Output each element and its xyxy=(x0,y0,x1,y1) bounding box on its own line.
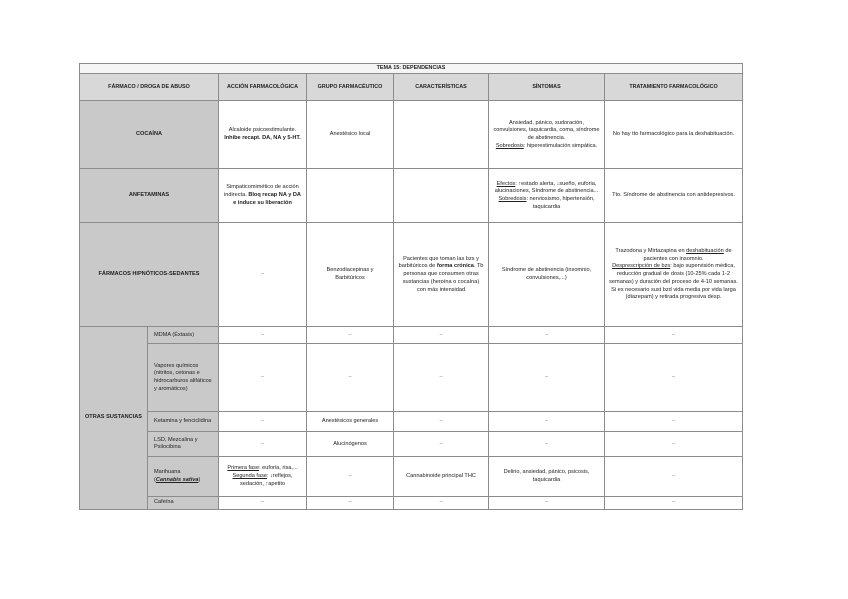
hipnoticos-group: Benzodiacepinas y Barbitúricos xyxy=(307,223,394,327)
table-row xyxy=(80,169,743,223)
cocaina-action: Alcaloide psicoestimulante. Inhibe recapt. DA, NA y 5-HT. xyxy=(219,101,307,169)
vapores-group: – xyxy=(307,344,394,412)
sub-lsd: LSD, Mezcalina y Psilocibina xyxy=(148,432,219,457)
vapores-treatment: – xyxy=(605,344,743,412)
drug-cocaina: COCAÍNA xyxy=(80,101,219,169)
drug-anfetaminas: ANFETAMINAS xyxy=(80,169,219,223)
header-action: ACCIÓN FARMACOLÓGICA xyxy=(219,74,307,101)
marihuana-features: Cannabinoide principal THC xyxy=(394,457,489,497)
mdma-action: – xyxy=(219,327,307,344)
vapores-features: – xyxy=(394,344,489,412)
anfetaminas-group xyxy=(307,169,394,223)
vapores-symptoms: – xyxy=(489,344,605,412)
cafeina-treatment: – xyxy=(605,497,743,510)
table-row xyxy=(80,457,743,497)
mdma-group: – xyxy=(307,327,394,344)
table-row xyxy=(80,432,743,457)
header-features: CARACTERÍSTICAS xyxy=(394,74,489,101)
lsd-group: Alucinógenos xyxy=(307,432,394,457)
anfetaminas-symptoms: Efectos: ↑estado alerta, ↓sueño, euforia, alucinaciones, Síndrome de abstinencia... Sobredosis: nerviosismo, hipertensión, taquicardia xyxy=(489,169,605,223)
lsd-action: – xyxy=(219,432,307,457)
mdma-treatment: – xyxy=(605,327,743,344)
sub-ketamina: Ketamina y fenciclidina xyxy=(148,412,219,432)
ketamina-treatment: – xyxy=(605,412,743,432)
sub-marihuana: Marihuana (Cannabis sativa) xyxy=(148,457,219,497)
ketamina-symptoms: – xyxy=(489,412,605,432)
hipnoticos-features: Pacientes que toman las bzs y barbitúricos de forma crónica. Tb personas que consumen otras sustancias (heroína o cocaína) con más intensidad xyxy=(394,223,489,327)
dependencias-table xyxy=(79,63,743,510)
hipnoticos-action: – xyxy=(219,223,307,327)
mdma-features: – xyxy=(394,327,489,344)
header-drug: FÁRMACO / DROGA DE ABUSO xyxy=(80,74,219,101)
marihuana-group: – xyxy=(307,457,394,497)
table-row xyxy=(80,223,743,327)
cocaina-symptoms: Ansiedad, pánico, sudoración, convulsiones, taquicardia, coma, síndrome de abstinencia. Sobredosis: hiperestimulación simpática. xyxy=(489,101,605,169)
cafeina-group: – xyxy=(307,497,394,510)
anfetaminas-features xyxy=(394,169,489,223)
header-group: GRUPO FARMACÉUTICO xyxy=(307,74,394,101)
table-row xyxy=(80,101,743,169)
table-row xyxy=(80,327,743,344)
drug-otras-sustancias: OTRAS SUSTANCIAS xyxy=(80,327,148,510)
sub-cafeina: Cafeína xyxy=(148,497,219,510)
marihuana-symptoms: Delirio, ansiedad, pánico, psicosis, taquicardia xyxy=(489,457,605,497)
vapores-action: – xyxy=(219,344,307,412)
table-row xyxy=(80,344,743,412)
table-row xyxy=(80,412,743,432)
cafeina-symptoms: – xyxy=(489,497,605,510)
header-symptoms: SÍNTOMAS xyxy=(489,74,605,101)
sub-mdma: MDMA (Éxtasis) xyxy=(148,327,219,344)
marihuana-treatment: – xyxy=(605,457,743,497)
lsd-features: – xyxy=(394,432,489,457)
lsd-symptoms: – xyxy=(489,432,605,457)
ketamina-action: – xyxy=(219,412,307,432)
cocaina-features xyxy=(394,101,489,169)
cafeina-features: – xyxy=(394,497,489,510)
cafeina-action: – xyxy=(219,497,307,510)
anfetaminas-action: Simpaticomimético de acción indirecta. Bloq recap NA y DA e induce su liberación xyxy=(219,169,307,223)
marihuana-action: Primera fase: euforia, risa,... Segunda fase: ↓reflejos, sedación, ↑apetito xyxy=(219,457,307,497)
hipnoticos-symptoms: Síndrome de abstinencia (insomnio, convulsiones,...) xyxy=(489,223,605,327)
ketamina-features: – xyxy=(394,412,489,432)
cocaina-group: Anestésico local xyxy=(307,101,394,169)
cocaina-treatment: No hay tto farmacológico para la deshabituación. xyxy=(605,101,743,169)
ketamina-group: Anestésicos generales xyxy=(307,412,394,432)
mdma-symptoms: – xyxy=(489,327,605,344)
lsd-treatment: – xyxy=(605,432,743,457)
table-row xyxy=(80,497,743,510)
sub-vapores: Vapores químicos (nitritos, cetonas e hidrocarburos alifáticos y aromáticos) xyxy=(148,344,219,412)
drug-hipnoticos: FÁRMACOS HIPNÓTICOS-SEDANTES xyxy=(80,223,219,327)
hipnoticos-treatment: Trazodona y Mirtazapina en deshabituación de pacientes con insomnio. Desprescripción de bzs: bajo supervisión médica, reducción gradual de dosis (10-25% cada 1-2 semanas) y duración del proceso de 4-10 semanas. Si es necesario sust bzd vida media por vida larga (diazepam) y retirada progresiva desp. xyxy=(605,223,743,327)
header-treatment: TRATAMIENTO FARMACOLÓGICO xyxy=(605,74,743,101)
table-title: TEMA 15: DEPENDENCIAS xyxy=(80,64,743,74)
anfetaminas-treatment: Tto. Síndrome de abstinencia con antidepresivos. xyxy=(605,169,743,223)
